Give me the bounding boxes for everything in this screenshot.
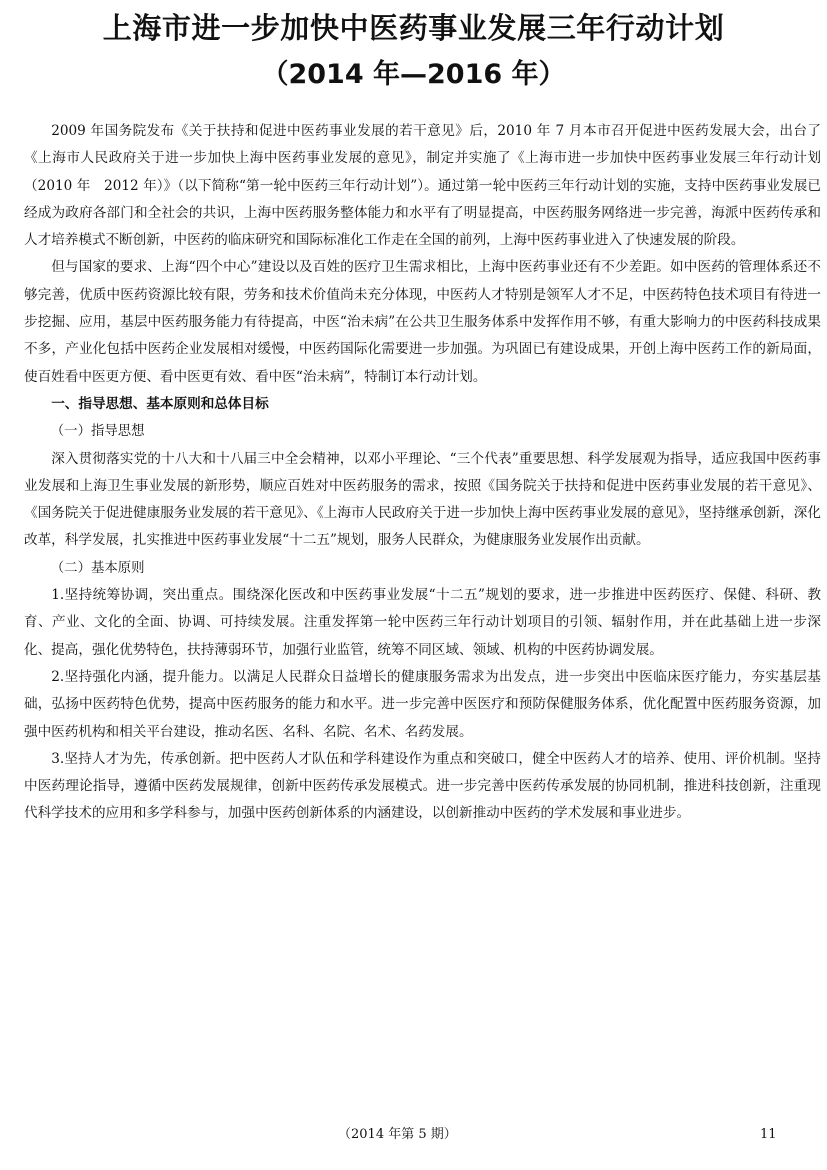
principle-paragraph-2: 2.坚持强化内涵，提升能力。以满足人民群众日益增长的健康服务需求为出发点，进一步突出中医临床医疗能力，夯实基层基础，弘扬中医药特色优势，提高中医药服务的能力和水平。进一步完善中医医疗和预防保健服务体系，优化配置中医药服务资源，加强中医药机构和相关平台建设，推动名医、名科、名院、名术、名药发展。: [24, 668, 821, 740]
page-number: 11: [760, 1127, 777, 1142]
document-title: 上海市进一步加快中医药事业发展三年行动计划: [102, 11, 725, 45]
intro-paragraph-1: 2009 年国务院发布《关于扶持和促进中医药事业发展的若干意见》后，2010 年 7 月本市召开促进中医药发展大会，出台了《上海市人民政府关于进一步加快上海中医药事业发展的意见》，制定并实施了《上海市进一步加快中医药事业发展三年行动计划（2010 年 2012 年）》（以下简称“第一轮中医药三年行动计划”）。通过第一轮中医药三年行动计划的实施，支持中医药事业发展已经成为政府各部门和全社会的共识，上海中医药服务整体能力和水平有了明显提高，中医药服务网络进一步完善，海派中医药传承和人才培养模式不断创新，中医药的临床研究和国际标准化工作走在全国的前列，上海中医药事业进入了快速发展的阶段。: [24, 123, 821, 249]
subsection-heading-basic-principles: （二）基本原则: [50, 560, 145, 576]
footer-issue-label: （2014 年第 5 期）: [338, 1127, 457, 1142]
section-heading-1: 一、指导思想、基本原则和总体目标: [51, 395, 269, 412]
principle-paragraph-1: 1.坚持统筹协调，突出重点。围绕深化医改和中医药事业发展“十二五”规划的要求，进一步推进中医药医疗、保健、科研、教育、产业、文化的全面、协调、可持续发展。注重发挥第一轮中医药三年行动计划项目的引领、辐射作用，并在此基础上进一步深化、提高，强化优势特色，扶持薄弱环节，加强行业监管，统筹不同区域、领域、机构的中医药协调发展。: [24, 587, 821, 658]
subsection-heading-guiding-ideology: （一）指导思想: [50, 424, 145, 440]
principle-paragraph-3: 3.坚持人才为先，传承创新。把中医药人才队伍和学科建设作为重点和突破口，健全中医药人才的培养、使用、评价机制。坚持中医药理论指导，遵循中医药发展规律，创新中医药传承发展模式。进一步完善中医药传承发展的协同机制，推进科技创新，注重现代科学技术的应用和多学科参与，加强中医药创新体系的内涵建设，以创新推动中医药的学术发展和事业进步。: [24, 750, 821, 822]
document-subtitle: （2014 年—2016 年）: [261, 59, 566, 90]
intro-paragraph-2: 但与国家的要求、上海“四个中心”建设以及百姓的医疗卫生需求相比，上海中医药事业还有不少差距。如中医药的管理体系还不够完善，优质中医药资源比较有限，劳务和技术价值尚未充分体现，中医药人才特别是领军人才不足，中医药特色技术项目有待进一步挖掘、应用，基层中医药服务能力有待提高，中医“治未病”在公共卫生服务体系中发挥作用不够，有重大影响力的中医药科技成果不多，产业化包括中医药企业发展相对缓慢，中医药国际化需要进一步加强。为巩固已有建设成果，开创上海中医药工作的新局面，使百姓看中医更方便、看中医更有效、看中医“治未病”，特制订本行动计划。: [24, 259, 821, 385]
guiding-ideology-paragraph: 深入贯彻落实党的十八大和十八届三中全会精神，以邓小平理论、“三个代表”重要思想、科学发展观为指导，适应我国中医药事业发展和上海卫生事业发展的新形势，顺应百姓对中医药服务的需求，按照《国务院关于扶持和促进中医药事业发展的若干意见》、《国务院关于促进健康服务业发展的若干意见》、《上海市人民政府关于进一步加快上海中医药事业发展的意见》，坚持继承创新，深化改革，科学发展，扎实推进中医药事业发展“十二五”规划，服务人民群众，为健康服务业发展作出贡献。: [24, 450, 821, 549]
document-body: [24, 118, 821, 828]
